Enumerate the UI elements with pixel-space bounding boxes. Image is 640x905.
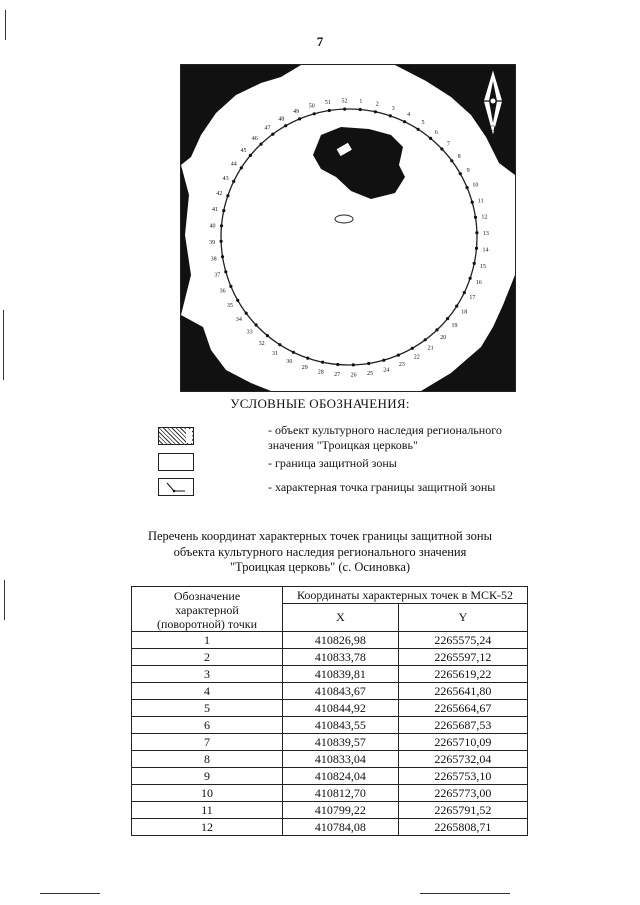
cell-x: 410833,78 — [283, 649, 399, 666]
cell-y: 2265664,67 — [398, 700, 527, 717]
cell-n: 5 — [132, 700, 283, 717]
boundary-point-label: 7 — [446, 141, 450, 148]
boundary-point-label: 24 — [383, 367, 390, 374]
cell-n: 11 — [132, 802, 283, 819]
boundary-point-label: 1 — [359, 99, 363, 105]
boundary-point-marker — [232, 180, 235, 183]
boundary-point-label: 45 — [240, 148, 247, 155]
legend-title: УСЛОВНЫЕ ОБОЗНАЧЕНИЯ: — [230, 396, 410, 411]
boundary-point-label: 47 — [264, 125, 271, 132]
boundary-point-label: 34 — [235, 317, 242, 324]
boundary-point-marker — [284, 124, 287, 127]
boundary-point-label: 18 — [461, 309, 468, 316]
boundary-point-label: 42 — [216, 191, 223, 198]
boundary-point-label: 8 — [457, 153, 461, 160]
boundary-point-marker — [459, 172, 462, 175]
boundary-point-marker — [224, 270, 227, 273]
cell-x: 410843,67 — [283, 683, 399, 700]
cell-y: 2265773,00 — [398, 785, 527, 802]
cell-n: 8 — [132, 751, 283, 768]
terrain-central-mass — [313, 127, 405, 199]
cell-x: 410799,22 — [283, 802, 399, 819]
boundary-point-label: 3 — [391, 105, 395, 112]
boundary-point-marker — [271, 133, 274, 136]
table-row — [132, 649, 528, 666]
boundary-point-marker — [278, 343, 281, 346]
boundary-point-marker — [321, 361, 324, 364]
boundary-point-marker — [469, 277, 472, 280]
boundary-point-marker — [313, 112, 316, 115]
boundary-point-marker — [249, 154, 252, 157]
cell-x: 410844,92 — [283, 700, 399, 717]
caption-line3: "Троицкая церковь" (с. Осиновка) — [229, 560, 411, 574]
compass-south-label: Ю — [487, 124, 496, 133]
boundary-point-marker — [435, 328, 438, 331]
cell-x: 410839,57 — [283, 734, 399, 751]
header-point-line2: характерной — [175, 603, 239, 617]
cell-y: 2265732,04 — [398, 751, 527, 768]
boundary-point-marker — [466, 186, 469, 189]
boundary-point-label: 2 — [375, 101, 379, 108]
boundary-point-label: 48 — [278, 116, 285, 123]
boundary-point-marker — [306, 357, 309, 360]
cell-n: 1 — [132, 632, 283, 649]
boundary-point-label: 41 — [212, 207, 218, 214]
boundary-point-marker — [336, 363, 339, 366]
header-point-designation — [132, 587, 283, 632]
boundary-point-marker — [328, 109, 331, 112]
boundary-point-marker — [229, 285, 232, 288]
boundary-point-label: 23 — [398, 361, 405, 368]
legend-boundary-point: - характерная точка границы защитной зоны — [268, 480, 496, 494]
legend-heritage-line1: - объект культурного наследия регионального — [268, 423, 502, 437]
legend-zone-boundary: - граница защитной зоны — [268, 456, 397, 470]
header-x: X — [283, 604, 399, 632]
boundary-point-marker — [475, 247, 478, 250]
boundary-point-marker — [259, 143, 262, 146]
legend-heritage-object — [268, 423, 548, 453]
cell-y: 2265575,24 — [398, 632, 527, 649]
boundary-point-marker — [411, 347, 414, 350]
cell-n: 4 — [132, 683, 283, 700]
caption-line2: объекта культурного наследия регионального значения — [173, 544, 467, 559]
coordinates-table — [131, 586, 528, 836]
cell-x: 410812,70 — [283, 785, 399, 802]
boundary-point-marker — [255, 323, 258, 326]
boundary-point-label: 38 — [210, 256, 217, 263]
boundary-point-label: 36 — [219, 288, 226, 295]
boundary-point-marker — [266, 334, 269, 337]
boundary-point-label: 32 — [258, 341, 265, 347]
church-outline — [335, 215, 353, 223]
cell-n: 7 — [132, 734, 283, 751]
boundary-point-marker — [226, 194, 229, 197]
table-row — [132, 683, 528, 700]
boundary-point-label: 26 — [350, 372, 357, 379]
boundary-point-label: 9 — [466, 167, 470, 174]
boundary-point-marker — [446, 317, 449, 320]
boundary-point-label: 19 — [451, 322, 458, 329]
cell-n: 10 — [132, 785, 283, 802]
boundary-point-marker — [424, 338, 427, 341]
boundary-point-label: 43 — [222, 175, 229, 182]
cell-n: 9 — [132, 768, 283, 785]
boundary-point-marker — [474, 216, 477, 219]
boundary-point-label: 33 — [246, 329, 253, 336]
cell-x: 410839,81 — [283, 666, 399, 683]
cell-y: 2265791,52 — [398, 802, 527, 819]
boundary-point-label: 50 — [308, 103, 315, 110]
boundary-point-marker — [475, 231, 478, 234]
boundary-point-marker — [397, 354, 400, 357]
boundary-point-label: 29 — [301, 365, 308, 372]
boundary-point-marker — [221, 255, 224, 258]
boundary-point-label: 16 — [475, 279, 482, 286]
table-row — [132, 802, 528, 819]
boundary-point-label: 17 — [469, 295, 476, 302]
boundary-point-label: 37 — [214, 272, 221, 279]
boundary-point-label: 22 — [413, 354, 420, 361]
boundary-point-marker — [343, 108, 346, 111]
terrain-top-right — [395, 65, 515, 175]
table-caption — [0, 529, 640, 576]
table-row — [132, 632, 528, 649]
boundary-point-marker — [389, 114, 392, 117]
boundary-point-label: 49 — [293, 109, 300, 116]
header-point-line3: (поворотной) точки — [157, 617, 257, 631]
boundary-point-label: 6 — [434, 130, 438, 136]
zone-boundary-symbol-icon — [158, 453, 194, 471]
boundary-point-marker — [352, 363, 355, 366]
header-point-line1: Обозначение — [173, 589, 241, 603]
boundary-point-marker — [440, 147, 443, 150]
page-number: 7 — [316, 34, 324, 49]
boundary-point-marker — [473, 262, 476, 265]
boundary-point-label: 30 — [286, 358, 293, 365]
table-row — [132, 785, 528, 802]
boundary-point-symbol-icon — [158, 478, 194, 496]
coordinates-table-body — [132, 632, 528, 836]
table-row — [132, 734, 528, 751]
cell-y: 2265641,80 — [398, 683, 527, 700]
boundary-point-marker — [450, 159, 453, 162]
table-row — [132, 768, 528, 785]
cell-n: 2 — [132, 649, 283, 666]
cell-y: 2265753,10 — [398, 768, 527, 785]
boundary-point-marker — [220, 240, 223, 243]
boundary-point-label: 39 — [209, 240, 216, 247]
cell-y: 2265808,71 — [398, 819, 527, 836]
boundary-point-label: 31 — [272, 350, 278, 357]
cell-x: 410784,08 — [283, 819, 399, 836]
cell-n: 12 — [132, 819, 283, 836]
table-row — [132, 717, 528, 734]
cell-x: 410826,98 — [283, 632, 399, 649]
boundary-point-label: 15 — [480, 263, 486, 270]
cell-n: 6 — [132, 717, 283, 734]
boundary-point-label: 44 — [230, 161, 237, 168]
boundary-point-marker — [245, 312, 248, 315]
boundary-point-label: 51 — [324, 100, 331, 107]
boundary-point-label: 25 — [367, 370, 374, 377]
cell-n: 3 — [132, 666, 283, 683]
table-row — [132, 819, 528, 836]
boundary-point-marker — [374, 110, 377, 113]
boundary-point-marker — [367, 362, 370, 365]
cell-x: 410824,04 — [283, 768, 399, 785]
boundary-point-label: 52 — [341, 98, 348, 105]
boundary-point-label: 20 — [440, 334, 447, 341]
cell-x: 410833,04 — [283, 751, 399, 768]
boundary-point-marker — [417, 128, 420, 131]
cell-y: 2265619,22 — [398, 666, 527, 683]
boundary-point-marker — [403, 120, 406, 123]
boundary-point-marker — [298, 117, 301, 120]
boundary-point-marker — [463, 291, 466, 294]
boundary-point-label: 14 — [482, 247, 489, 254]
boundary-point-marker — [222, 209, 225, 212]
map-canvas — [181, 65, 515, 391]
boundary-point-marker — [240, 166, 243, 169]
boundary-point-label: 12 — [481, 214, 488, 221]
cell-y: 2265710,09 — [398, 734, 527, 751]
boundary-point-marker — [220, 224, 223, 227]
boundary-point-label: 40 — [209, 223, 216, 230]
boundary-point-label: 11 — [477, 198, 484, 205]
cell-x: 410843,55 — [283, 717, 399, 734]
header-coordinates: Координаты характерных точек в МСК-52 — [283, 587, 528, 604]
terrain-bottom-right — [421, 275, 515, 391]
header-y: Y — [398, 604, 527, 632]
boundary-point-label: 46 — [251, 136, 258, 143]
boundary-point-marker — [429, 137, 432, 140]
boundary-point-marker — [236, 299, 239, 302]
cell-y: 2265687,53 — [398, 717, 527, 734]
table-row — [132, 700, 528, 717]
boundary-point-label: 10 — [472, 182, 479, 189]
boundary-point-marker — [471, 201, 474, 204]
heritage-object-symbol-icon — [158, 427, 194, 445]
table-row — [132, 751, 528, 768]
boundary-point-marker — [455, 305, 458, 308]
legend-heritage-line2: значения "Троицкая церковь" — [268, 438, 418, 452]
caption-line1: Перечень координат характерных точек границы защитной зоны — [147, 529, 493, 543]
boundary-point-marker — [382, 359, 385, 362]
boundary-point-label: 21 — [427, 345, 434, 352]
boundary-point-label: 5 — [421, 120, 425, 127]
boundary-point-marker — [292, 351, 295, 354]
terrain-left-edge — [181, 165, 191, 315]
boundary-point-label: 13 — [482, 230, 489, 237]
boundary-point-label: 35 — [226, 303, 233, 310]
cell-y: 2265597,12 — [398, 649, 527, 666]
table-row — [132, 666, 528, 683]
boundary-point-marker — [359, 108, 362, 111]
boundary-point-label: 27 — [334, 372, 341, 378]
compass-north-label: С — [477, 100, 483, 109]
boundary-point-label: 28 — [317, 369, 324, 376]
boundary-point-label: 4 — [407, 112, 411, 119]
map — [180, 64, 516, 392]
